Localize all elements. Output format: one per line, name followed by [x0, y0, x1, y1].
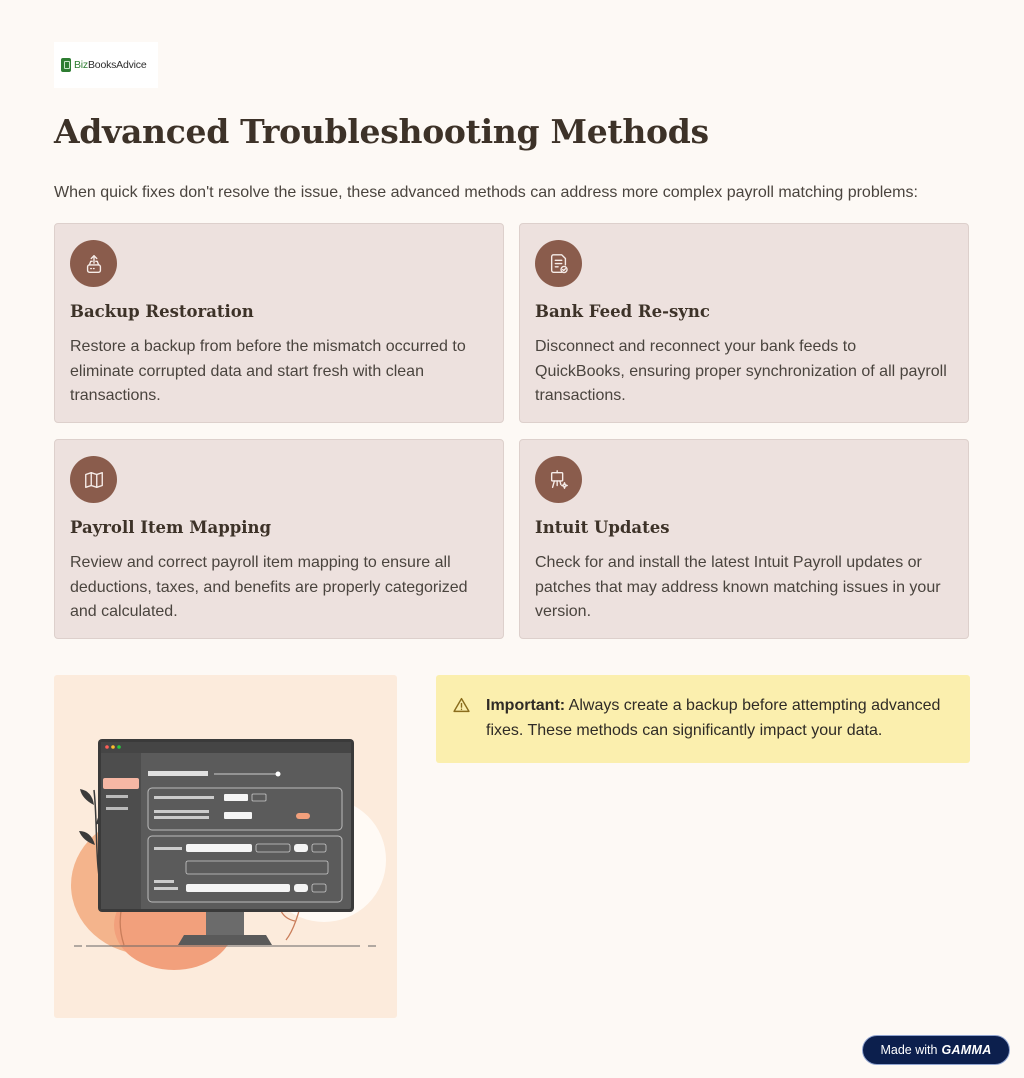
card-title: Payroll Item Mapping: [70, 518, 272, 537]
important-callout: [436, 675, 970, 763]
easel-sparkle-icon: [535, 456, 582, 503]
brand-logo: [54, 42, 158, 88]
book-logo-icon: [61, 58, 71, 72]
backup-upload-icon: [70, 240, 117, 287]
logo-name: BooksAdvice: [88, 59, 147, 71]
intro-text: When quick fixes don't resolve the issue, these advanced methods can address more complex payroll matching problems:: [54, 184, 918, 201]
card-title: Backup Restoration: [70, 302, 254, 321]
card-body: Restore a backup from before the mismatch occurred to eliminate corrupted data and start fresh with clean transactions.: [70, 338, 466, 404]
warning-icon: [453, 697, 470, 717]
card-bank-feed-resync: [519, 223, 969, 423]
card-payroll-item-mapping: [54, 439, 504, 639]
callout-text: [486, 694, 956, 743]
card-title: Intuit Updates: [535, 518, 670, 537]
made-with-gamma-badge[interactable]: [862, 1035, 1010, 1065]
map-icon: [70, 456, 117, 503]
badge-brand: GAMMA: [941, 1043, 992, 1057]
card-intuit-updates: [519, 439, 969, 639]
card-backup-restoration: [54, 223, 504, 423]
card-body: Check for and install the latest Intuit Payroll updates or patches that may address known matching issues in your version.: [535, 554, 941, 620]
card-body: Disconnect and reconnect your bank feeds to QuickBooks, ensuring proper synchronization of all payroll transactions.: [535, 338, 947, 404]
badge-prefix: Made with: [880, 1043, 938, 1057]
page-title: Advanced Troubleshooting Methods: [54, 112, 709, 151]
card-title: Bank Feed Re-sync: [535, 302, 710, 321]
logo-prefix: Biz: [74, 59, 88, 71]
callout-label: Important:: [486, 697, 566, 714]
callout-message: Always create a backup before attempting advanced fixes. These methods can significantly impact your data.: [486, 697, 941, 739]
card-body: Review and correct payroll item mapping to ensure all deductions, taxes, and benefits are properly categorized and calculated.: [70, 554, 468, 620]
computer-illustration: [54, 675, 397, 1018]
logo-text: [74, 59, 147, 71]
document-check-icon: [535, 240, 582, 287]
